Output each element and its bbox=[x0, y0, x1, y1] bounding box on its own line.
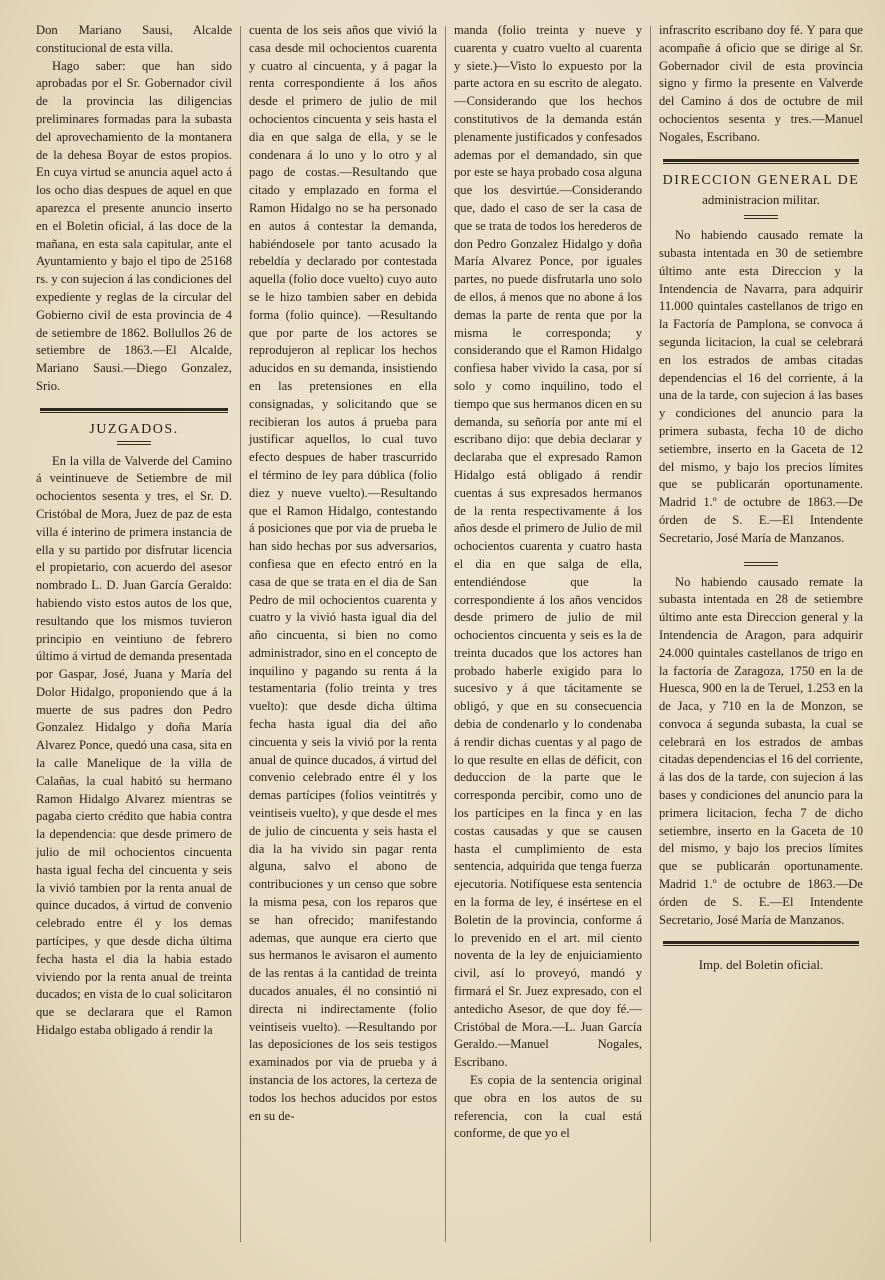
column-1 bbox=[36, 22, 240, 1260]
sentencia-text-part2: cuenta de los seis años que vivió la casa desde mil ochocientos cuarenta y cuatro al cincuenta, y á pagar la renta correspondiente á los años desde el primero de julio de mil ochocientos cincuenta y seis hasta el dia en que salga de ella, y se le condenara á lo uno y lo otro y al pago de costas.—Resultando que citado y emplazado en forma el Ramon Hidalgo no se ha personado en autos á contestar la demanda, habiéndosele por tanto acusado la rebeldía y declarado por contestada aquella (folio doce vuelto) cuyo auto se le hizo tambien saber en debida forma (folio quince). —Resultando que por parte de los actores se reprodujeron al replicar los hechos aducidos en su demanda, insistiendo en las pretensiones en ella consignadas, y solicitando que se recibieran los autos á prueba para justificar aquellos, lo cual tuvo efecto despues de haber trascurrido el término de ley para dública (folio diez y nueve vuelto).—Resultando que el Ramon Hidalgo, contestando á posiciones que por via de prueba le han sido hechas por sus adversarios, confiesa que en efecto entró en la casa de que se trata en el dia de San Pedro de mil ochocientos cuarenta y cuatro y la vivió hasta igual dia del año cincuenta, si bien no como administrador, sino en el concepto de inquilino y pagando su renta á la testamentaria (folio treinta y tres vuelto): que desde dicha última fecha hasta igual dia del año cincuenta y seis la vivió por la renta anual de quince ducados, á virtud del convenio celebrado entre él y los demas partícipes (folios veintitrés y veintiseis vuelto), y que desde el mes de julio de cincuenta y seis hasta el dia la ha vivido sin pagar renta alguna, salvo el abono de contribuciones y un censo que sobre la misma pesa, con los reparos que se han ofrecido; manifestando ademas, que aunque era cierto que sus hermanos le avisaron el aumento de las rentas á la cantidad de treinta ducados anuales, él no consintió ni directa ni indirectamente (folio veintiseis vuelto). —Resultando por las deposiciones de los seis testigos examinados por via de prueba y á instancia de los actores, la certeza de todos los hechos aducidos por estos en su de- bbox=[249, 23, 437, 1123]
copia-paragraph: Es copia de la sentencia original que obra en los autos de su referencia, con la cual está conforme, de que yo el bbox=[454, 1073, 642, 1141]
column-4 bbox=[651, 22, 863, 1260]
section-title-direccion: DIRECCION GENERAL DE bbox=[662, 172, 860, 188]
short-rule bbox=[744, 215, 778, 219]
aragon-notice: No habiendo causado remate la subasta intentada en 28 de setiembre último ante esta Direccion general y la Intendencia de Aragon, para adquirir 24.000 quintales castellanos de trigo en la factoría de Zaragoza, 1750 en la de Huesca, 900 en la de Teruel, 1.253 en la de Jaca, y 710 en la de Monzon, se convoca á segunda subasta, la cual se celebrará en los estrados de ambas citadas dependencias el 16 del corriente, á las dos de la tarde, con sujecion á las bases y condiciones del anuncio para la primera licitacion, fecha 7 de dicho setiembre, inserto en la Gaceta de 10 del mismo, y bajo los precios límites que se publicarán oportunamente. Madrid 1.º de octubre de 1863.—De órden de S. E.—El Intendente Secretario, José María de Manzanos. bbox=[659, 574, 863, 927]
column-rule bbox=[650, 26, 651, 1242]
column-rule bbox=[240, 26, 241, 1242]
section-subtitle: administracion militar. bbox=[702, 192, 820, 208]
section-divider bbox=[663, 941, 859, 946]
spacer bbox=[659, 548, 863, 562]
short-rule bbox=[744, 562, 778, 566]
column-2 bbox=[241, 22, 445, 1260]
column-rule bbox=[445, 26, 446, 1242]
section-title-juzgados: JUZGADOS. bbox=[89, 421, 179, 437]
navarra-notice: No habiendo causado remate la subasta intentada en 30 de setiembre último ante esta Direccion y la Intendencia de Navarra, para adquirir 11.000 quintales castellanos de trigo en la Factoría de Pamplona, se convoca á segunda licitacion, la cual se celebrará en los estrados de ambas citadas dependencias el 16 del corriente, á la una de la tarde, con sujecion á las bases y condiciones del anuncio para la primera subasta, fecha 10 de dicho setiembre, inserto en la Gaceta de 12 del mismo, y bajo los precios límites que se publicarán oportunamente. Madrid 1.º de octubre de 1863.—De órden de S. E.—El Intendente Secretario, José María de Manzanos. bbox=[659, 228, 863, 545]
alcalde-heading: Don Mariano Sausi, Alcalde constitucional de esta villa. bbox=[36, 23, 232, 55]
sentencia-text-part1: En la villa de Valverde del Camino á veintinueve de Setiembre de mil ochocientos sesenta y tres, el Sr. D. Cristóbal de Mora, Juez de paz de esta villa é interino de primera instancia de ella y su partido por disfrutar licencia el propietario, con acuerdo del asesor nombrado L. D. Juan García Geraldo: habiendo visto estos autos de los que, resultando que los mismos tuvieron principio en veintiuno de febrero último á virtud de demanda presentada por Gaspar, José, Juana y María del Dolor Hidalgo, proponiendo que á la muerte de sus padres don Pedro Gonzalez Hidalgo y doña María Alvarez Ponce, quedó una casa, sita en la calle Manelique de la villa de Calañas, la cual habitó su hermano Ramon Hidalgo Alvarez mientras se pagaba cierto crédito que habia contra la dependencia: que desde primero de julio de mil ochocientos cincuenta hasta igual fecha del cincuenta y seis la vivió tambien por la renta anual de quince ducados, á virtud de convenio celebrado entre él y los demas partícipes, y que desde dicha última fecha hasta el dia la habia estado viviendo por la renta anual de treinta ducados; en vista de lo cual solicitaron que se declarara que el Ramon Hidalgo estaba obligado á rendir la bbox=[36, 453, 232, 1038]
section-divider bbox=[40, 408, 228, 413]
imprint: Imp. del Boletin oficial. bbox=[698, 957, 824, 973]
escribano-closing: infrascrito escribano doy fé. Y para que acompañe á oficio que se dirige al Sr. Gobernador civil de esta provincia signo y firmo la presente en Valverde del Camino á dos de octubre de mil ochocientos sesenta y tres.—Manuel Nogales, Escribano. bbox=[659, 23, 863, 144]
columns bbox=[36, 22, 867, 1260]
short-rule bbox=[117, 441, 151, 445]
column-3 bbox=[446, 22, 650, 1260]
sentencia-text-part3: manda (folio treinta y nueve y cuarenta y cuatro vuelto al cuarenta y siete.)—Visto lo expuesto por la parte actora en su escrito de alegato.—Considerando que los hechos constitutivos de la demanda están plenamente justificados y confesados ademas por el demandado, sin que por este se haya probado cosa alguna que los desvirtúe.—Considerando que, dado el caso de ser la casa de que se trata de todos los herederos de don Pedro Gonzalez Hidalgo y doña María Alvarez Ponce, por iguales partes, no puede disfrutarla uno solo de ellos, á menos que no abone á los demas la parte de renta que por la misma le corresponda; y considerando que el Ramon Hidalgo confiesa haber vivido la casa, por sí solo y como inquilino, todo el tiempo que sus hermanos dicen en su demanda, su señoría por ante mí el escribano dijo: que debia declarar y declaraba que el expresado Ramon Hidalgo está obligado á rendir cuentas á sus expresados hermanos de la renta respectivamente á los años desde el primero de Julio de mil ochocientos cuarenta y cuatro hasta el dia en que salga de ella, entendiéndose que la correspondiente á los años vencidos desde primero de julio de mil ochocientos cincuenta y seis es la de treinta ducados que los actores han probado haberle exigido para lo sucesivo y á que tácitamente se obligó, y que en su consecuencia debia de condenarlo y lo condenaba á rendir dichas cuentas y al pago de lo que resulte en ellas de déficit, con deduccion de la parte que le corresponda percibir, como uno de los partícipes en la finca y en las costas causadas y que se causen hasta el cumplimiento de esta sentencia, adquirida que tenga fuerza ejecutoria. Notifíquese esta sentencia en la forma de ley, é insértese en el Boletin de la provincia, conforme á lo prevenido en el art. mil ciento noventa de la ley de enjuiciamiento civil, así lo proveyó, mandó y firmará el Sr. Juez expresado, con el antedicho Asesor, de que doy fé.—Cristóbal de Mora.—L. Juan García Geraldo.—Manuel Nogales, Escribano. bbox=[454, 23, 642, 1070]
section-divider bbox=[663, 159, 859, 164]
subasta-notice: Hago saber: que han sido aprobadas por el Sr. Gobernador civil de la provincia las diligencias preliminares formadas para la subasta del aprovechamiento de la montanera de la dehesa Boyar de estos propios. En cuya virtud se anuncia aquel acto á los ocho dias despues de aquel en que aparezca el presente anuncio inserto en el Boletin oficial, á las doce de la mañana, en esta sala capitular, ante el Ayuntamiento y bajo el tipo de 25168 rs. y con sujecion á las condiciones del expediente y reglas de la circular del Gobierno civil de esta provincia de 4 de setiembre de 1862. Bollullos 26 de setiembre de 1863.—El Alcalde, Mariano Sausi.—Diego Gonzalez, Srio. bbox=[36, 58, 232, 393]
